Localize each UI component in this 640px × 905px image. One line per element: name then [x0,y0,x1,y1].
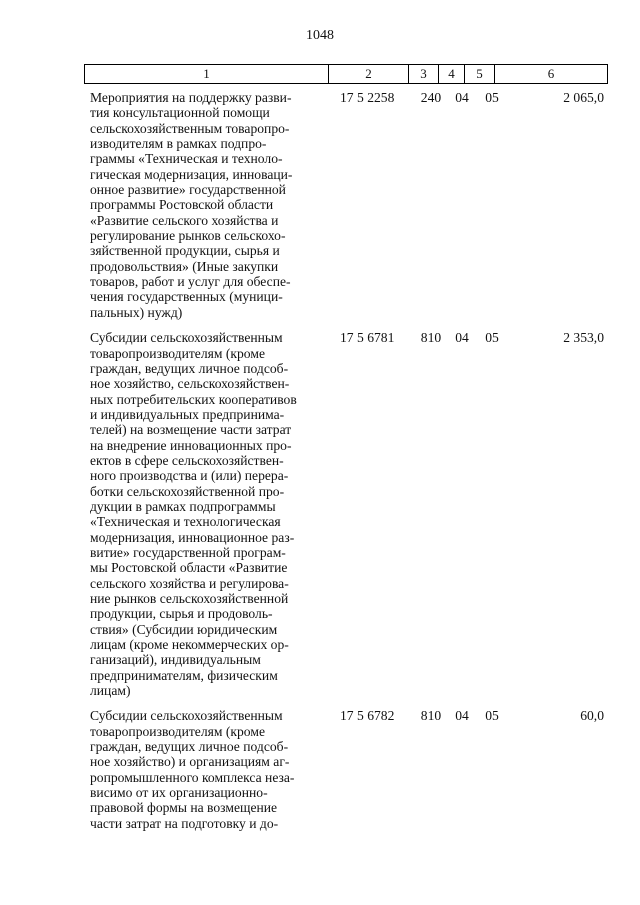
row-amount: 2 353,0 [563,330,604,346]
page-number: 1048 [306,28,334,43]
row-col5: 05 [485,708,499,724]
header-col-6: 6 [547,66,555,81]
row-col3: 810 [420,708,442,724]
row-col3: 240 [420,90,442,105]
table-row [84,708,608,831]
row-description: Субсидии сельскохозяйственным товаропроизводителям (кроме граждан, ведущих личное подсоб- ное хозяйство) и организациям аг- ропромышленного комплекса неза- висимо от их организационно- правовой формы на возмещение части затрат на подготовку и до- [90,708,295,831]
header-col-4: 4 [439,65,465,83]
row-code: 17 5 6782 [340,708,395,724]
header-col-1: 1 [85,65,329,83]
table-row [84,330,608,698]
row-col5: 05 [485,90,499,105]
row-description: Субсидии сельскохозяйственным товаропроизводителям (кроме граждан, ведущих личное подсоб- ное хозяйство, сельскохозяйствен- ных потребительских кооперативов и индивидуальных предпринима- телей) на возмещение части затрат на внедрение инновационных про- ектов в сфере сельскохозяйствен- ного производства и (или) перера- ботки сельскохозяйственной про- дукции в рамках подпрограммы «Техническая и технологическая модернизация, инновационное раз- витие» государственной програм- мы Ростовской области «Развитие сельского хозяйства и регулирова- ние рынков сельскохозяйственной продукции, сырья и продоволь- ствия» (Субсидии юридическим лицам (кроме некоммерческих ор- ганизаций), индивидуальным предпринимателям, физическим лицам) [90,330,297,699]
header-col-3: 3 [409,65,439,83]
row-code: 17 5 6781 [340,330,395,346]
row-col4: 04 [455,330,469,346]
header-col-5: 5 [465,65,495,83]
table-header [84,64,608,84]
row-col3: 810 [420,330,442,346]
row-col4: 04 [455,708,469,724]
row-col4: 04 [455,90,469,105]
row-col5: 05 [485,330,499,346]
header-col-2: 2 [329,65,409,83]
table-body [84,90,608,841]
row-code: 17 5 2258 [340,90,395,105]
row-description: Мероприятия на поддержку разви- тия консультационной помощи сельскохозяйственным товаропро- изводителям в рамках подпро- граммы «Техническая и техноло- гическая модернизация, инноваци- онное развитие» государственной программы Ростовской области «Развитие сельского хозяйства и регулирование рынков сельскохо- зяйственной продукции, сырья и продовольствия» (Иные закупки товаров, работ и услуг для обеспе- чения государственных (муници- пальных) нужд) [90,90,293,320]
row-amount: 60,0 [580,708,604,724]
row-amount: 2 065,0 [563,90,604,105]
table-row [84,90,608,320]
